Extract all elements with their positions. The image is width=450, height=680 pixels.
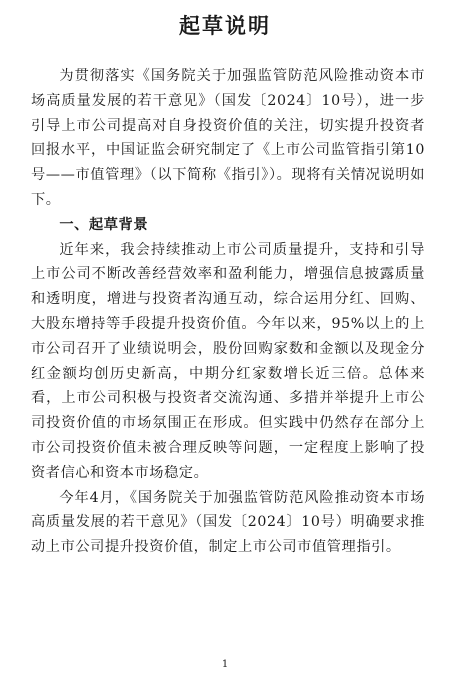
section-heading-background: 一、起草背景 — [59, 216, 149, 233]
document-title: 起草说明 — [179, 14, 271, 38]
page-number: 1 — [221, 659, 229, 670]
policy-paragraph: 今年4月，《国务院关于加强监管防范风险推动资本市场高质量发展的若干意见》（国发〔2024〕10号）明确要求推动上市公司提升投资价值，制定上市公司市值管理指引。 — [31, 489, 425, 556]
document-body — [31, 64, 425, 560]
intro-paragraph: 为贯彻落实《国务院关于加强监管防范风险推动资本市场高质量发展的若干意见》（国发〔2024〕10号），进一步引导上市公司提高对自身投资价值的关注，切实提升投资者回报水平，中国证监会研究制定了《上市公司监管指引第10号——市值管理》（以下简称《指引》）。现将有关情况说明如下。 — [31, 68, 425, 208]
background-paragraph: 近年来，我会持续推动上市公司质量提升，支持和引导上市公司不断改善经营效率和盈利能力，增强信息披露质量和透明度，增进与投资者沟通互动，综合运用分红、回购、大股东增持等手段提升投资价值。今年以来，95%以上的上市公司召开了业绩说明会，股份回购家数和金额以及现金分红金额均创历史新高，中期分红家数增长近三倍。总体来看，上市公司积极与投资者交流沟通、多措并举提升上市公司投资价值的市场氛围正在形成。但实践中仍然存在部分上市公司投资价值未被合理反映等问题，一定程度上影响了投资者信心和资本市场稳定。 — [31, 241, 425, 481]
